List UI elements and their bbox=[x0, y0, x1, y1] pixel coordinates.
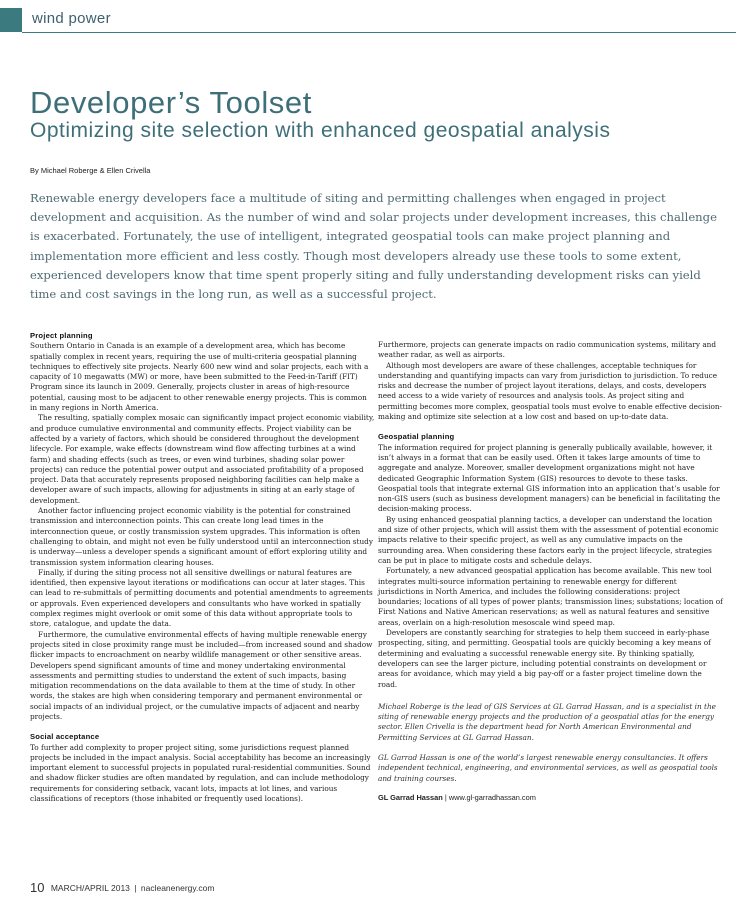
body-paragraph: Although most developers are aware of these challenges, acceptable techniques for understanding and quantifying impacts can vary from jurisdiction to jurisdiction. To reduce risks and decrease the number of project layout iterations, delays, and costs, developers need access to a wide variety of resources and analysis tools. As project siting and permitting becomes more complex, geospatial tools must evolve to enable effective decision-making and optimize site selection at a low cost and based on up-to-date data. bbox=[378, 360, 723, 422]
section-label: wind power bbox=[32, 10, 111, 27]
page-footer bbox=[30, 880, 214, 895]
article-subtitle: Optimizing site selection with enhanced geospatial analysis bbox=[30, 119, 611, 142]
credit-url[interactable]: www.gl-garradhassan.com bbox=[448, 792, 536, 802]
body-paragraph: Furthermore, projects can generate impacts on radio communication systems, military and weather radar, as well as airports. bbox=[378, 340, 717, 360]
heading-social-acceptance: Social acceptance bbox=[30, 732, 100, 742]
byline: By Michael Roberge & Ellen Crivella bbox=[30, 166, 151, 175]
body-paragraph: Southern Ontario in Canada is an example of a development area, which has become spatially complex in recent years, requiring the use of multi-criteria geospatial planning techniques to effectively site projects. Nearly 600 new wind and solar projects, each with a capacity of 10 megawatts (MW) or more, have been submitted to the Feed-in-Tariff (FIT) Program since its launch in 2009. Generally, projects cluster in areas of high-resource potential, causing most to be adjacent to other renewable energy projects. This is common in many regions in North America. bbox=[30, 341, 369, 413]
body-paragraph: By using enhanced geospatial planning tactics, a developer can understand the location and size of other projects, which will assist them with the assessment of potential economic impacts relative to their specific project, as well as any cumulative impacts on the surrounding area. When considering these factors early in the project lifecycle, strategies can be put in place to mitigate costs and schedule delays. bbox=[378, 514, 719, 565]
company-bio: GL Garrad Hassan is one of the world’s largest renewable energy consultancies. It offers independent technical, engineering, and environmental services, as well as geospatial tools and training courses. bbox=[378, 752, 718, 783]
credit-separator: | bbox=[444, 792, 447, 802]
page-number: 10 bbox=[30, 880, 45, 895]
credit-company-name: GL Garrad Hassan bbox=[378, 792, 443, 802]
company-credit bbox=[378, 793, 723, 803]
left-column bbox=[30, 331, 375, 804]
body-paragraph: Furthermore, the cumulative environmental effects of having multiple renewable energy projects sited in close proximity range must be included—from increased sound and shadow flicker impacts to encroachment on nearby wildlife management or other sensitive areas. Developers spend significant amounts of time and money undertaking environmental assessments and permitting studies to understand the extent of such impacts, basing mitigation recommendations on the data available to them at the time of study. In other words, the stakes are high when considering temporary and permanent environmental or social impacts of an individual project, or the cumulative impacts of adjacent and nearby projects. bbox=[30, 629, 373, 721]
article-title: Developer’s Toolset bbox=[30, 85, 312, 120]
footer-separator: | bbox=[134, 883, 137, 893]
body-paragraph: The resulting, spatially complex mosaic can significantly impact project economic viability, and produce cumulative environmental and community effects. Project viability can be affected by a variety of factors, which should be considered throughout the development lifecycle. For example, wake effects (downstream wind flow affecting turbines at a wind farm) and shading effects (such as trees, or even wind turbines, shading solar power projects) can reduce the potential power output and associated profitability of a proposed project. Data that accurately represents proposed neighboring facilities can help make a developer aware of such impacts, allowing for adjustments in siting at an early stage of development. bbox=[30, 413, 375, 505]
body-paragraph: Another factor influencing project economic viability is the potential for constrained transmission and interconnection points. This can create long lead times in the interconnection queue, or costly transmission system upgrades. This information is often challenging to obtain, and might not even be fully understood until an interconnection study is underway—unless a developer spends a significant amount of effort exploring utility and transmission system information clearing houses. bbox=[30, 506, 373, 567]
body-paragraph: Fortunately, a new advanced geospatial application has become available. This new tool integrates multi-source information pertaining to renewable energy for different jurisdictions in North America, and includes the following considerations: project boundaries; locations of all types of power plants; transmission lines; substations; location of First Nations and Native American reservations; as well as natural features and sensitive areas, overlain on a high-resolution mesoscale wind speed map. bbox=[378, 566, 723, 627]
heading-project-planning: Project planning bbox=[30, 331, 93, 340]
body-paragraph: The information required for project planning is generally publically available, however, it isn’t always in a format that can be easily used. Often it takes large amounts of time to aggregate and analyze. Moreover, smaller development organizations might not have dedicated Geographic Information System (GIS) resources to devote to these tasks. Geospatial tools that integrate external GIS information into an application that’s usable for non-GIS users (such as business development managers) can be beneficial in facilitating the decision-making process. bbox=[378, 442, 721, 514]
author-bio: Michael Roberge is the lead of GIS Services at GL Garrad Hassan, and is a specialist in the siting of renewable energy projects and the production of a geospatial atlas for the energy sector. Ellen Crivella is the department head for North American Environmental and Permitting Services at GL Garrad Hassan. bbox=[378, 701, 716, 742]
issue-date: MARCH/APRIL 2013 bbox=[50, 883, 130, 893]
header-rule bbox=[22, 32, 736, 33]
body-paragraph: Finally, if during the siting process not all sensitive dwellings or natural features are identified, then expensive layout iterations or modifications can occur at later stages. This can lead to re-submittals of permitting documents and potential amendments to agreements or approvals. Even experienced developers and consultants who have worked in spatially complex regimes might overlook or omit some of this data without appropriate tools to store, catalogue, and update the data. bbox=[30, 567, 373, 629]
section-tab-marker bbox=[0, 8, 22, 32]
right-column bbox=[378, 340, 723, 803]
heading-geospatial-planning: Geospatial planning bbox=[378, 432, 455, 442]
body-paragraph: Developers are constantly searching for strategies to help them succeed in early-phase prospecting, siting, and permitting. Geospatial tools are quickly becoming a key means of determining and evaluating a successful renewable energy site. By thinking spatially, developers can see the larger picture, including potential constraints on development or areas for avoidance, which may yield a big pay-off or a faster project timeline down the road. bbox=[378, 628, 711, 689]
body-paragraph: To further add complexity to proper project siting, some jurisdictions request planned projects be included in the impact analysis. Social acceptability has become an increasingly important element to successful projects in populated rural-residential communities. Sound and shadow flicker studies are often mandated by regulation, and can include methodology requirements for considering setback, vacant lots, impacts at lot lines, and various classifications of receptors (those inhabited or frequently used locations). bbox=[30, 742, 371, 804]
footer-website[interactable]: nacleanenergy.com bbox=[140, 883, 215, 893]
intro-paragraph: Renewable energy developers face a multitude of siting and permitting challenges when engaged in project development and acquisition. As the number of wind and solar projects under development increases, this challenge is exacerbated. Fortunately, the use of intelligent, integrated geospatial tools can make project planning and implementation more efficient and less costly. Though most developers already use these tools to some extent, experienced developers know that time spent properly siting and fully understanding development risks can yield time and cost savings in the long run, as well as a successful project. bbox=[30, 191, 717, 302]
